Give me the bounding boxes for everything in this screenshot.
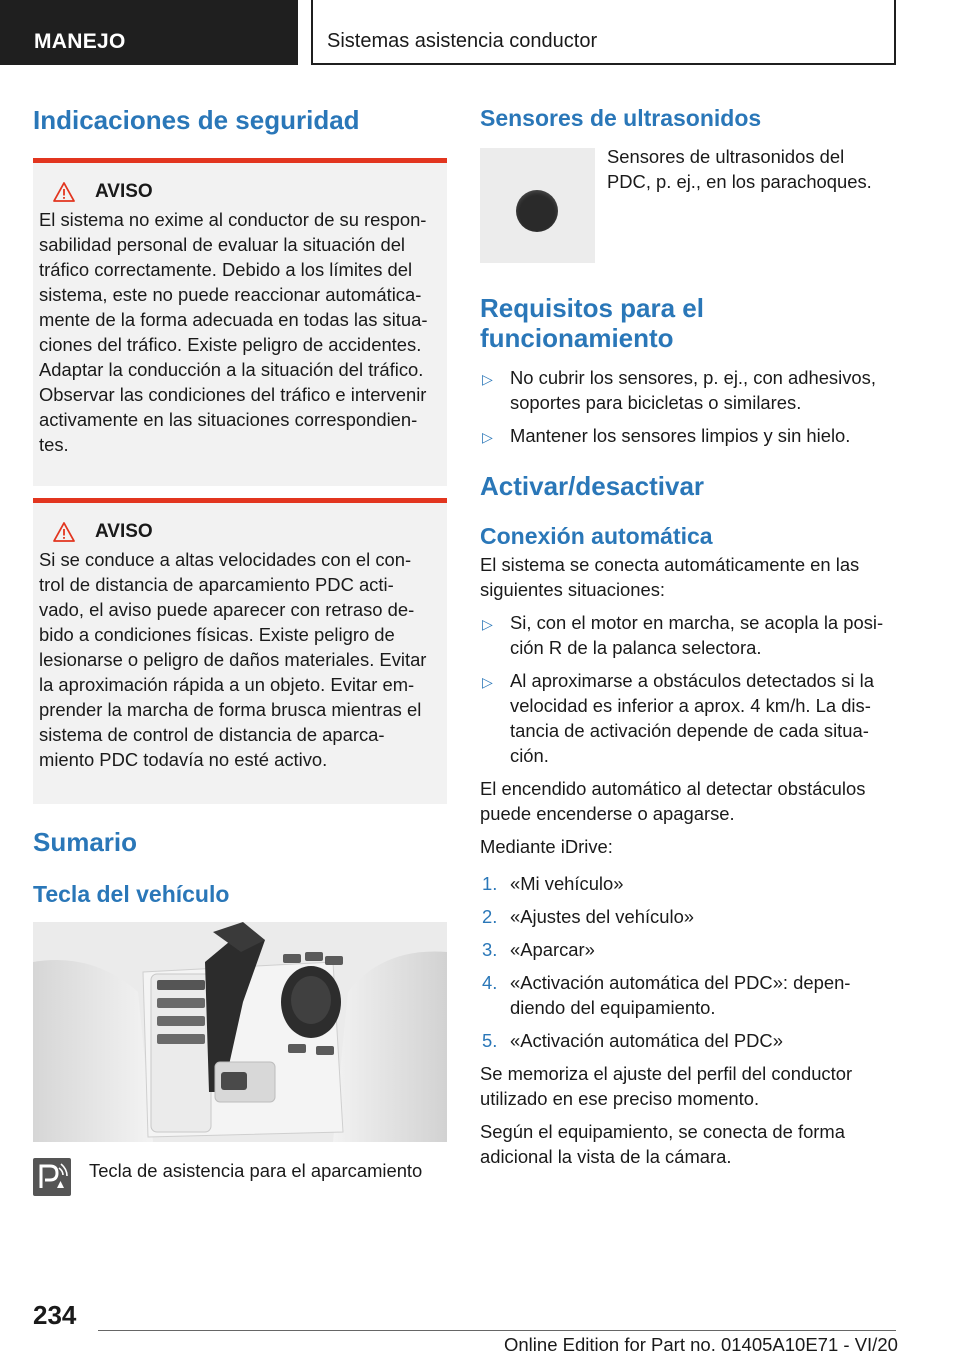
text-line: Según el equipamiento, se conecta de forma — [480, 1121, 845, 1142]
ultrasonic-sensor-image — [480, 148, 595, 263]
text-line: Observar las condiciones del tráfico e intervenir — [39, 384, 427, 405]
text-line: bido a condiciones físicas. Existe peligro de — [39, 624, 395, 645]
text-line: ciones del tráfico. Existe peligro de accidentes. — [39, 334, 422, 355]
sensor-dot — [516, 190, 558, 232]
step-number: 2. — [482, 906, 498, 927]
bullet-triangle-icon: ▷ — [482, 429, 493, 445]
list-item — [480, 1028, 896, 1053]
text-line: activamente en las situaciones correspondien- — [39, 409, 418, 430]
park-assist-icon — [33, 1158, 71, 1196]
conexion-intro — [480, 552, 896, 602]
text-line: trol de distancia de aparcamiento PDC acti- — [39, 574, 394, 595]
title-line: Requisitos para el — [480, 293, 704, 323]
list-item — [480, 423, 896, 450]
text-line: PDC, p. ej., en los parachoques. — [607, 171, 872, 192]
text-line: tancia de activación depende de cada situa- — [510, 720, 869, 741]
warning-heading — [39, 181, 441, 203]
text-line: diendo del equipamiento. — [510, 997, 716, 1018]
sensors-title: Sensores de ultrasonidos — [480, 105, 762, 131]
warning-label: AVISO — [95, 521, 153, 542]
section-tab: MANEJO — [0, 0, 298, 65]
text-line: «Aparcar» — [510, 939, 595, 960]
text-line: «Activación automática del PDC»: depen- — [510, 972, 851, 993]
caption-text: Tecla de asistencia para el aparcamiento — [89, 1160, 423, 1181]
warning-text — [39, 547, 441, 772]
text-line: El sistema no exime al conductor de su respon- — [39, 209, 427, 230]
text-line: Sensores de ultrasonidos del — [607, 146, 845, 167]
text-line: tes. — [39, 434, 69, 455]
text-line: puede encenderse o apagarse. — [480, 803, 735, 824]
text-line: ción R de la palanca selectora. — [510, 637, 762, 658]
text-line: Mantener los sensores limpios y sin hielo. — [510, 425, 851, 446]
right-column — [480, 100, 896, 1169]
warning-box-2 — [33, 498, 447, 804]
para-memo — [480, 1061, 896, 1111]
left-column — [33, 100, 447, 1196]
text-line: El encendido automático al detectar obstáculos — [480, 778, 866, 799]
text-line: ción. — [510, 745, 549, 766]
step-number: 5. — [482, 1030, 498, 1051]
bullet-triangle-icon: ▷ — [482, 674, 493, 690]
chapter-tab: Sistemas asistencia conductor — [311, 0, 896, 65]
steps-list — [480, 871, 896, 1053]
text-line: vado, el aviso puede aparecer con retraso de- — [39, 599, 415, 620]
text-line: tráfico correctamente. Debido a los límites del — [39, 259, 413, 280]
warning-box-1 — [33, 158, 447, 486]
tecla-title: Tecla del vehículo — [33, 881, 230, 907]
text-line: velocidad es inferior a aprox. 4 km/h. La dis- — [510, 695, 871, 716]
text-line: soportes para bicicletas o similares. — [510, 392, 802, 413]
list-item — [480, 668, 896, 768]
text-line: «Mi vehículo» — [510, 873, 624, 894]
text-line: siguientes situaciones: — [480, 579, 666, 600]
text-line: sabilidad personal de evaluar la situación del — [39, 234, 406, 255]
step-number: 3. — [482, 939, 498, 960]
text-line: prender la marcha de forma brusca mientras el — [39, 699, 422, 720]
activar-title: Activar/desactivar — [480, 471, 705, 501]
text-line: Se memoriza el ajuste del perfil del conductor — [480, 1063, 853, 1084]
console-illustration — [33, 922, 447, 1142]
text-line: lesionarse o peligro de daños materiales. Evitar — [39, 649, 427, 670]
text-line: «Ajustes del vehículo» — [510, 906, 695, 927]
text-line: No cubrir los sensores, p. ej., con adhesivos, — [510, 367, 876, 388]
sensors-text — [607, 144, 872, 263]
bullet-triangle-icon: ▷ — [482, 616, 493, 632]
para-idrive: Mediante iDrive: — [480, 836, 613, 857]
list-item — [480, 904, 896, 929]
para-auto — [480, 776, 896, 826]
sumario-title: Sumario — [33, 827, 138, 857]
sensors-row — [480, 148, 896, 263]
text-line: adicional la vista de la cámara. — [480, 1146, 732, 1167]
list-item — [480, 937, 896, 962]
text-line: El sistema se conecta automáticamente en las — [480, 554, 860, 575]
warning-triangle-icon — [53, 522, 75, 542]
list-item — [480, 610, 896, 660]
text-line: Si, con el motor en marcha, se acopla la posi- — [510, 612, 884, 633]
list-item — [480, 871, 896, 896]
text-line: Si se conduce a altas velocidades con el con- — [39, 549, 412, 570]
warning-label: AVISO — [95, 181, 153, 202]
title-line: funcionamiento — [480, 323, 674, 353]
text-line: la aproximación rápida a un objeto. Evitar em- — [39, 674, 415, 695]
list-item — [480, 970, 896, 1020]
text-line: miento PDC todavía no esté activo. — [39, 749, 328, 770]
requirements-title — [480, 293, 896, 353]
footer-divider — [98, 1330, 896, 1331]
text-line: Al aproximarse a obstáculos detectados si la — [510, 670, 874, 691]
page-number: 234 — [33, 1300, 77, 1330]
requirements-list — [480, 365, 896, 450]
text-line: sistema, este no puede reaccionar automática- — [39, 284, 422, 305]
warning-text — [39, 207, 441, 457]
vehicle-console-image — [33, 922, 447, 1142]
conexion-title: Conexión automática — [480, 523, 713, 549]
safety-title: Indicaciones de seguridad — [33, 105, 360, 135]
text-line: Adaptar la conducción a la situación del tráfico. — [39, 359, 424, 380]
text-line: sistema de control de distancia de aparca- — [39, 724, 385, 745]
bullet-triangle-icon: ▷ — [482, 371, 493, 387]
step-number: 1. — [482, 873, 498, 894]
caption-row — [33, 1158, 447, 1196]
list-item — [480, 365, 896, 415]
text-line: mente de la forma adecuada en todas las situa- — [39, 309, 428, 330]
warning-triangle-icon — [53, 182, 75, 202]
para-camera — [480, 1119, 896, 1169]
edition-text: Online Edition for Part no. 01405A10E71 - VI/20 — [504, 1334, 898, 1355]
text-line: utilizado en ese preciso momento. — [480, 1088, 760, 1109]
warning-heading — [39, 521, 441, 543]
step-number: 4. — [482, 972, 498, 993]
conexion-list — [480, 610, 896, 768]
text-line: «Activación automática del PDC» — [510, 1030, 783, 1051]
